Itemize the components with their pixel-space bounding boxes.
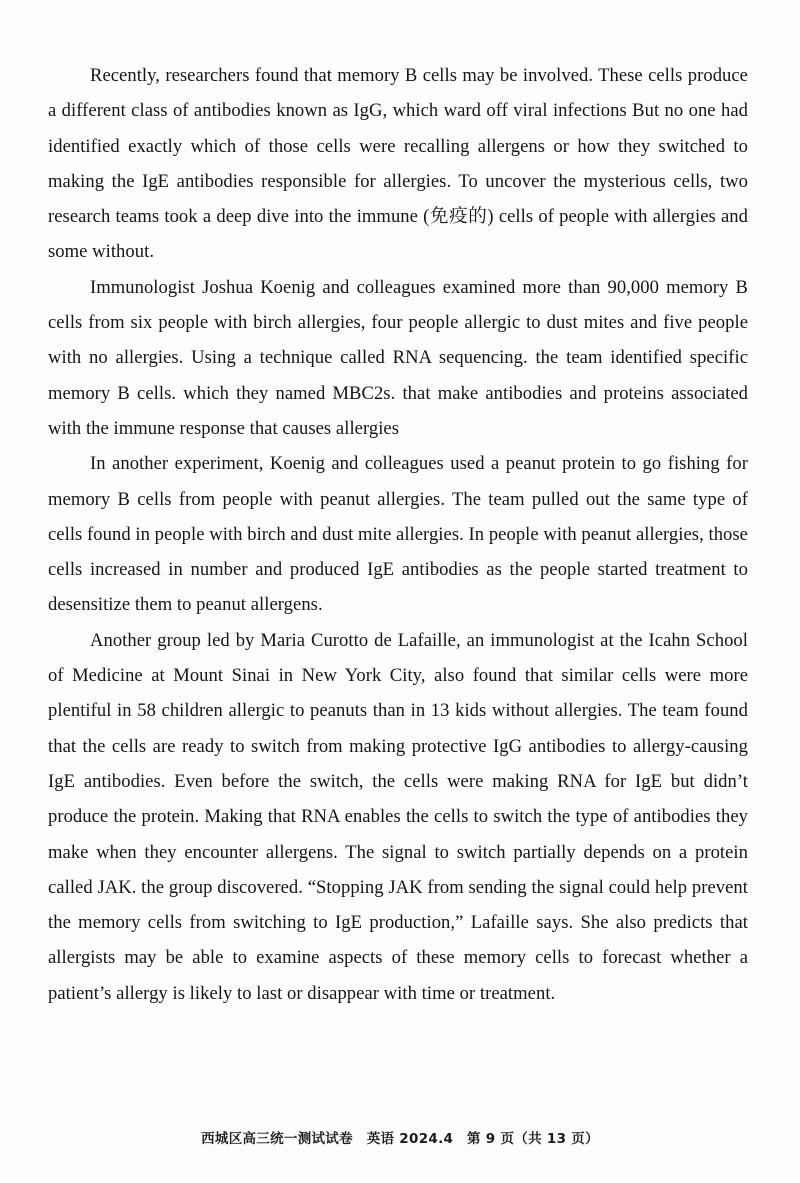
paragraph-lafaille-study: Another group led by Maria Curotto de Lafaille, an immunologist at the Icahn School of Medicine at Mount Sinai in New York City, also found that similar cells were more plentiful in 58 children allergic to peanuts than in 13 kids without allergies. The team found that the cells are ready to switch from making protective IgG antibodies to allergy-causing IgE antibodies. Even before the switch, the cells were making RNA for IgE but didn’t produce the protein. Making that RNA enables the cells to switch the type of antibodies they make when they encounter allergens. The signal to switch partially depends on a protein called JAK. the group discovered. “Stopping JAK from sending the signal could help prevent the memory cells from switching to IgE production,” Lafaille says. She also predicts that allergists may be able to examine aspects of these memory cells to forecast whether a patient’s allergy is likely to last or disappear with time or treatment. — [48, 629, 748, 1004]
paragraph-koenig-study: Immunologist Joshua Koenig and colleagues examined more than 90,000 memory B cells from six people with birch allergies, four people allergic to dust mites and five people with no allergies. Using a technique called RNA sequencing. the team identified specific memory B cells. which they named MBC2s. that make antibodies and proteins associated with the immune response that causes allergies — [48, 276, 748, 439]
article-body — [48, 58, 748, 1011]
page-footer: 西城区高三统一测试试卷 英语 2024.4 第 9 页（共 13 页） — [201, 1131, 599, 1147]
paragraph-peanut-experiment: In another experiment, Koenig and colleagues used a peanut protein to go fishing for memory B cells from people with peanut allergies. The team pulled out the same type of cells found in people with birch and dust mite allergies. In people with peanut allergies, those cells increased in number and produced IgE antibodies as the people started treatment to desensitize them to peanut allergens. — [48, 453, 748, 616]
paragraph-memory-b-cells: Recently, researchers found that memory B cells may be involved. These cells produce a different class of antibodies known as IgG, which ward off viral infections But no one had identified exactly which of those cells were recalling allergens or how they switched to making the IgE antibodies responsible for allergies. To uncover the mysterious cells, two research teams took a deep dive into the immune (免疫的) cells of people with allergies and some without. — [48, 65, 748, 263]
